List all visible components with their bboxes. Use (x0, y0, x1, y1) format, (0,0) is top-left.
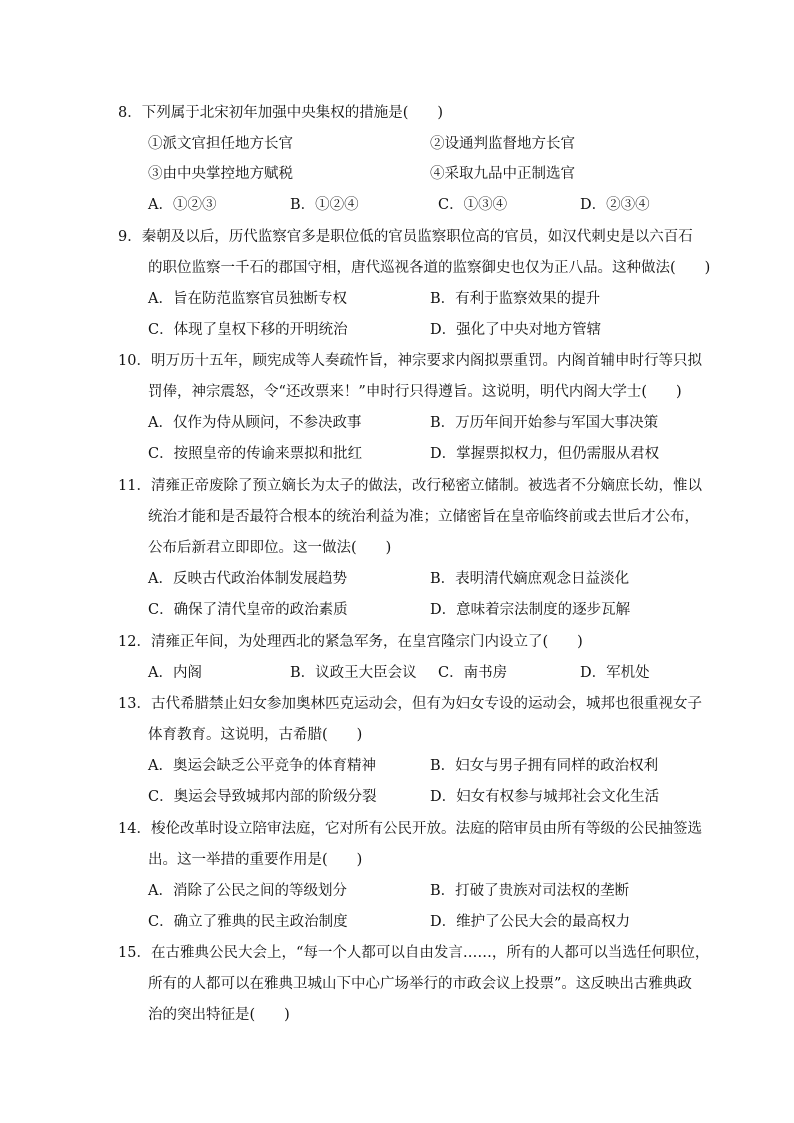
option-row (148, 289, 693, 309)
option-c[interactable]: C．确保了清代皇帝的政治素质 (148, 602, 348, 618)
question-stem: 所有的人都可以在雅典卫城山下中心广场举行的市政会议上投票”。这反映出古雅典政 (148, 976, 692, 992)
statement: ②设通判监督地方长官 (430, 136, 575, 152)
option-b[interactable]: B．妇女与男子拥有同样的政治权利 (430, 758, 659, 774)
option-d[interactable]: D．意味着宗法制度的逐步瓦解 (430, 602, 631, 618)
question-stem: 13．古代希腊禁止妇女参加奥林匹克运动会，但有为妇女专设的运动会，城邦也很重视女子 (118, 696, 702, 712)
statement-row (148, 134, 693, 154)
question-stem: 统治才能和是否最符合根本的统治利益为准；立储密旨在皇帝临终前或去世后才公布， (148, 509, 699, 525)
option-d[interactable]: D．妇女有权参与城邦社会文化生活 (430, 789, 660, 805)
option-row (148, 756, 693, 776)
option-a[interactable]: A．旨在防范监察官员独断专权 (148, 291, 347, 307)
question-stem: 公布后新君立即即位。这一做法( ) (148, 540, 392, 556)
question-stem: 体育教育。这说明，古希腊( ) (148, 727, 363, 743)
option-row (148, 600, 693, 620)
question-stem: 9．秦朝及以后，历代监察官多是职位低的官员监察职位高的官员，如汉代刺史是以六百石 (118, 229, 693, 245)
question-stem: 的职位监察一千石的郡国守相，唐代巡视各道的监察御史也仅为正八品。这种做法( ) (148, 260, 711, 276)
option-row (148, 320, 693, 340)
option-b[interactable]: B．有利于监察效果的提升 (430, 291, 601, 307)
option-row (148, 663, 693, 683)
question-stem: 14．梭伦改革时设立陪审法庭，它对所有公民开放。法庭的陪审员由所有等级的公民抽签选 (118, 821, 702, 837)
question-stem: 罚俸，神宗震怒，令“还改票来！”申时行只得遵旨。这说明，明代内阁大学士( ) (148, 384, 682, 400)
question-stem: 15．在古雅典公民大会上，“每一个人都可以自由发言……，所有的人都可以当选任何职位， (118, 945, 710, 961)
question-stem: 10．明万历十五年，顾宪成等人奏疏忤旨，神宗要求内阁拟票重罚。内阁首辅申时行等只拟 (118, 353, 702, 369)
option-row (148, 444, 693, 464)
option-a[interactable]: A．奥运会缺乏公平竞争的体育精神 (148, 758, 376, 774)
question-stem: 11．清雍正帝废除了预立嫡长为太子的做法，改行秘密立储制。被选者不分嫡庶长幼，惟以 (118, 478, 702, 494)
option-b[interactable]: B．①②④ (290, 197, 359, 213)
option-c[interactable]: C．确立了雅典的民主政治制度 (148, 914, 348, 930)
option-a[interactable]: A．内阁 (148, 665, 202, 681)
option-c[interactable]: C．①③④ (438, 197, 508, 213)
statement: ③由中央掌控地方赋税 (148, 166, 293, 182)
question-stem: 出。这一举措的重要作用是( ) (148, 852, 363, 868)
option-d[interactable]: D．维护了公民大会的最高权力 (430, 914, 631, 930)
option-d[interactable]: D．②③④ (580, 197, 650, 213)
option-row (148, 881, 693, 901)
question-stem: 8．下列属于北宋初年加强中央集权的措施是( ) (118, 105, 444, 121)
option-b[interactable]: B．万历年间开始参与军国大事决策 (430, 415, 659, 431)
option-a[interactable]: A．消除了公民之间的等级划分 (148, 883, 347, 899)
option-b[interactable]: B．表明清代嫡庶观念日益淡化 (430, 571, 630, 587)
option-a[interactable]: A．仅作为侍从顾问，不参决政事 (148, 415, 362, 431)
option-b[interactable]: B．打破了贵族对司法权的垄断 (430, 883, 630, 899)
option-row (148, 569, 693, 589)
option-row (148, 195, 693, 215)
option-row (148, 413, 693, 433)
option-d[interactable]: D．掌握票拟权力，但仍需服从君权 (430, 446, 660, 462)
option-b[interactable]: B．议政王大臣会议 (290, 665, 417, 681)
option-row (148, 787, 693, 807)
option-d[interactable]: D．强化了中央对地方管辖 (430, 322, 602, 338)
option-c[interactable]: C．奥运会导致城邦内部的阶级分裂 (148, 789, 377, 805)
question-stem: 治的突出特征是( ) (148, 1007, 290, 1023)
option-c[interactable]: C．体现了皇权下移的开明统治 (148, 322, 348, 338)
option-a[interactable]: A．①②③ (148, 197, 217, 213)
statement: ④采取九品中正制选官 (430, 166, 575, 182)
option-c[interactable]: C．按照皇帝的传谕来票拟和批红 (148, 446, 363, 462)
option-row (148, 912, 693, 932)
statement: ①派文官担任地方长官 (148, 136, 293, 152)
option-d[interactable]: D．军机处 (580, 665, 650, 681)
statement-row (148, 164, 693, 184)
question-stem: 12．清雍正年间，为处理西北的紧急军务，在皇宫隆宗门内设立了( ) (118, 634, 583, 650)
option-c[interactable]: C．南书房 (438, 665, 508, 681)
option-a[interactable]: A．反映古代政治体制发展趋势 (148, 571, 347, 587)
